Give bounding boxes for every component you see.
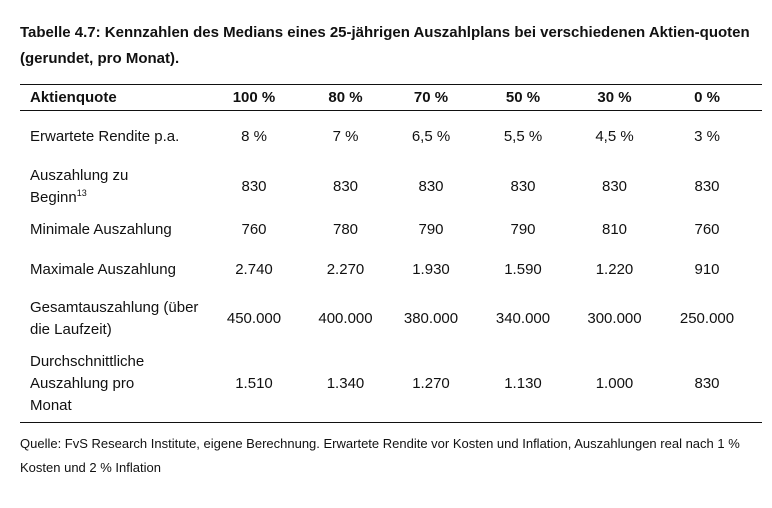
- table-cell: 300.000: [587, 310, 642, 327]
- table-cell: 6,5 %: [411, 127, 451, 145]
- table-row: [20, 111, 762, 163]
- header-cell: 30 %: [577, 85, 652, 111]
- row-label: [20, 163, 210, 211]
- table-caption: [20, 20, 755, 72]
- header-cell: Aktienquote: [20, 85, 210, 111]
- row-label-text: Auszahlung zu Beginn: [30, 166, 129, 206]
- table-cell: 760: [694, 220, 720, 238]
- table-cell: 1.270: [393, 347, 469, 423]
- table-cell: 380.000: [403, 310, 459, 327]
- table-cell: 1.510: [210, 347, 298, 423]
- row-label-text: Durchschnittliche Auszahlung pro Monat: [30, 353, 145, 415]
- caption-text: Kennzahlen des Medians eines 25-jährigen Auszahlplans bei verschiedenen Aktien-quoten (gerundet, pro Monat).: [20, 24, 750, 67]
- table-cell: 1.130: [469, 347, 577, 423]
- source-note: Quelle: FvS Research Institute, eigene Berechnung. Erwartete Rendite vor Kosten und Inflation, Auszahlungen real nach 1 % Kosten und 2 % Inflation: [20, 436, 740, 475]
- table-cell: 5,5 %: [503, 127, 543, 145]
- row-label: [20, 111, 210, 163]
- table-row: [20, 292, 762, 347]
- caption-prefix: Tabelle 4.7:: [20, 24, 101, 41]
- table-cell: 790: [418, 220, 444, 238]
- header-row: [20, 85, 762, 111]
- table-cell: 1.000: [577, 347, 652, 423]
- table-cell: 830: [332, 177, 359, 195]
- table-cell: 340.000: [495, 310, 551, 327]
- row-label: [20, 292, 210, 347]
- table-cell: 780: [332, 220, 359, 238]
- table-row: [20, 211, 762, 249]
- table-cell: 2.740: [235, 261, 273, 278]
- table-cell: 830: [241, 177, 267, 195]
- table-cell: 790: [510, 220, 536, 238]
- header-cell: 80 %: [298, 85, 393, 111]
- table-cell: 760: [241, 220, 267, 238]
- row-label: [20, 347, 210, 423]
- row-label: Minimale Auszahlung: [30, 220, 172, 238]
- table-cell: 3 %: [694, 127, 720, 145]
- row-label: Maximale Auszahlung: [30, 261, 176, 278]
- table-cell: 830: [652, 347, 762, 423]
- header-cell: 70 %: [393, 85, 469, 111]
- table-cell: 1.340: [298, 347, 393, 423]
- table-cell: 1.930: [412, 261, 450, 278]
- table-cell: 830: [418, 177, 444, 195]
- header-cell: 100 %: [210, 85, 298, 111]
- row-label-text: Erwartete Rendite p.a.: [30, 127, 180, 145]
- table-cell: 250.000: [679, 310, 735, 327]
- table-cell: 8 %: [241, 127, 267, 145]
- table-row: [20, 249, 762, 292]
- header-cell: 50 %: [469, 85, 577, 111]
- table-cell: 830: [510, 177, 536, 195]
- table-cell: 910: [694, 261, 720, 278]
- metrics-table: [20, 84, 762, 423]
- table-row: [20, 347, 762, 423]
- table-cell: 400.000: [318, 310, 373, 327]
- table-cell: 830: [694, 177, 720, 195]
- table-cell: 1.220: [595, 261, 634, 278]
- table-cell: 2.270: [326, 261, 365, 278]
- header-cell: 0 %: [652, 85, 762, 111]
- table-cell: 810: [601, 220, 628, 238]
- table-cell: 450.000: [226, 310, 282, 327]
- table-cell: 7 %: [332, 127, 359, 145]
- table-cell: 830: [601, 177, 628, 195]
- table-cell: 4,5 %: [595, 127, 634, 145]
- footnote-marker: 13: [76, 187, 87, 198]
- table-cell: 1.590: [504, 261, 542, 278]
- row-label-text: Gesamtauszahlung (über die Laufzeit): [30, 299, 199, 338]
- table-row: [20, 163, 762, 211]
